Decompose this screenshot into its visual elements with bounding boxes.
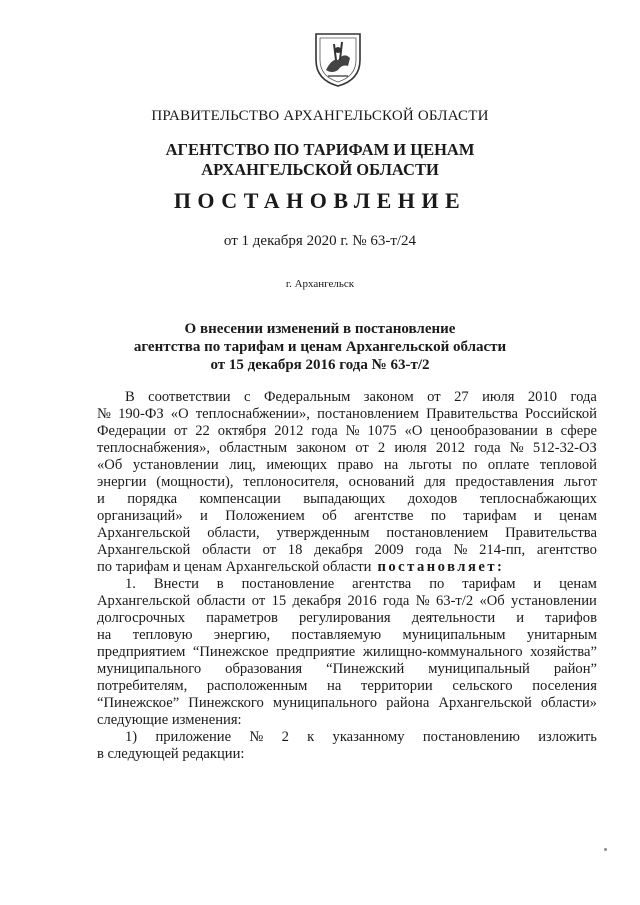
body-word: в — [545, 423, 553, 439]
body-word: области, — [207, 525, 260, 541]
document-city: г. Архангельск — [285, 278, 355, 290]
body-word: и — [97, 491, 105, 507]
body-word: предприятие — [276, 644, 356, 660]
body-word: июля — [394, 440, 427, 456]
body-word: района — [386, 695, 430, 711]
body-word: муниципального — [97, 661, 202, 677]
body-word: от — [355, 440, 369, 456]
body-word: долгосрочных — [97, 610, 186, 626]
body-word: № — [509, 440, 524, 456]
coat-of-arms-emblem — [312, 30, 364, 88]
body-word: хозяйства” — [530, 644, 597, 660]
body-word: оплате — [487, 457, 530, 473]
body-word: следующие изменения: — [97, 712, 242, 728]
body-word: сфере — [560, 423, 597, 439]
body-word: 2012 — [274, 423, 304, 439]
body-text-line — [97, 457, 597, 474]
body-word: 2010 — [527, 389, 558, 405]
body-word: областным — [219, 440, 288, 456]
body-word: 22 — [195, 423, 210, 439]
body-word: и — [533, 508, 542, 524]
body-word: постановлению — [422, 729, 520, 745]
body-text-line — [97, 508, 597, 525]
body-text-line — [97, 678, 597, 695]
body-word: «О — [170, 406, 189, 422]
body-word: № — [453, 542, 468, 558]
body-word: тарифам — [463, 508, 517, 524]
body-word: «Об — [479, 593, 505, 609]
body-word: район” — [553, 661, 597, 677]
body-word: выпадающих — [303, 491, 386, 507]
body-word: ценообразовании — [430, 423, 538, 439]
body-word: области — [196, 593, 246, 609]
body-word: 63-т/2 — [435, 593, 474, 609]
body-word: № — [415, 593, 430, 609]
body-word: организаций» — [97, 508, 183, 524]
body-text-line — [97, 712, 597, 729]
body-word: деятельности — [411, 610, 496, 626]
subject-line: О внесении изменений в постановление — [184, 321, 456, 337]
body-word: оснований — [348, 474, 415, 490]
body-word: 27 — [454, 389, 469, 405]
body-word: по — [429, 576, 445, 592]
body-word: Пинежского — [188, 695, 264, 711]
body-word: В — [125, 389, 135, 405]
body-word: № — [249, 729, 264, 745]
body-word: года — [570, 389, 597, 405]
body-word: имеющих — [266, 457, 328, 473]
body-word: поселения — [532, 678, 597, 694]
body-word: теплоносителя, — [243, 474, 339, 490]
body-word: муниципальным — [402, 627, 506, 643]
body-word: постановлением — [386, 525, 489, 541]
body-word: июля — [482, 389, 515, 405]
body-word: ценам — [559, 508, 597, 524]
body-word: 214-пп, — [479, 542, 526, 558]
body-word: приложение — [155, 729, 232, 745]
government-name: ПРАВИТЕЛЬСТВО АРХАНГЕЛЬСКОЙ ОБЛАСТИ — [151, 108, 489, 124]
body-text-line — [97, 644, 597, 661]
body-text-line — [97, 423, 597, 440]
body-word: постановлением — [317, 406, 419, 422]
body-word: № — [345, 423, 360, 439]
body-word: года — [311, 423, 338, 439]
body-word: на — [97, 627, 112, 643]
body-word: для — [424, 474, 446, 490]
body-word: Положением — [225, 508, 305, 524]
body-word: “Пинежский — [326, 661, 405, 677]
body-word: области — [202, 542, 251, 558]
body-word: и — [200, 508, 208, 524]
body-word: 512-32-ОЗ — [532, 440, 597, 456]
body-word: постановление — [241, 576, 335, 592]
body-word: от — [173, 423, 188, 439]
body-text-line — [97, 695, 597, 712]
body-word: право — [337, 457, 374, 473]
body-word: от — [251, 593, 266, 609]
body-word: энергию, — [213, 627, 271, 643]
document-subject — [0, 320, 640, 374]
body-word: тарифов — [545, 610, 597, 626]
body-word: утвержденным — [276, 525, 370, 541]
body-word: Внести — [153, 576, 199, 592]
body-text-line — [97, 389, 597, 406]
body-word: «О — [404, 423, 423, 439]
body-word: октября — [217, 423, 267, 439]
body-word: предприятием — [97, 644, 186, 660]
agency-name — [0, 140, 640, 180]
body-word: агентство — [536, 542, 597, 558]
body-text-line — [97, 576, 597, 593]
body-word: 18 — [287, 542, 303, 558]
body-word: области» — [540, 695, 597, 711]
body-word: расположенным — [206, 678, 308, 694]
body-word: 2 — [377, 440, 386, 456]
body-word: тарифам — [462, 576, 516, 592]
body-word: Архангельской — [97, 542, 191, 558]
body-word: “Пинежское — [192, 644, 269, 660]
body-word: образования — [225, 661, 303, 677]
body-word: агентстве — [354, 508, 414, 524]
body-word: поставляемую — [291, 627, 382, 643]
body-word: по тарифам и ценам Архангельской области — [97, 559, 372, 575]
body-word: соответствии — [148, 389, 231, 405]
body-text-line — [97, 661, 597, 678]
body-word: “Пинежское” — [97, 695, 180, 711]
body-text-line — [97, 559, 597, 576]
body-word: и — [533, 576, 542, 592]
body-word: года — [383, 593, 410, 609]
body-word: законом — [296, 440, 347, 456]
body-word: муниципального — [272, 695, 378, 711]
body-word: Правительства — [426, 406, 518, 422]
body-word: от — [427, 389, 441, 405]
body-word: муниципальный — [428, 661, 530, 677]
body-text-line — [97, 593, 597, 610]
body-word: потребителям, — [97, 678, 188, 694]
body-text-line — [97, 542, 597, 559]
body-word: изложить — [538, 729, 597, 745]
body-word: декабря — [314, 542, 363, 558]
body-word: об — [322, 508, 337, 524]
body-word: года — [415, 542, 442, 558]
body-text-line — [97, 525, 597, 542]
body-word: в следующей редакции: — [97, 746, 245, 762]
body-word: льгот — [563, 474, 597, 490]
body-word: 2 — [281, 729, 289, 745]
body-word: установлении — [511, 593, 597, 609]
agency-name-line: АРХАНГЕЛЬСКОЙ ОБЛАСТИ — [201, 160, 439, 179]
body-word: Архангельской — [97, 525, 191, 541]
document-dateline: от 1 декабря 2020 г. № 63-т/24 — [223, 233, 417, 249]
body-word: унитарным — [526, 627, 597, 643]
body-word: территории — [361, 678, 433, 694]
body-text-line — [97, 491, 597, 508]
document-body — [97, 389, 597, 763]
body-word: 1) — [125, 729, 138, 745]
body-text-line — [97, 729, 597, 746]
body-word: льготы — [408, 457, 452, 473]
body-word: указанному — [332, 729, 405, 745]
body-word: теплоснабжения», — [97, 440, 211, 456]
agency-name-line: АГЕНТСТВО ПО ТАРИФАМ И ЦЕНАМ — [165, 140, 475, 159]
body-word: сельского — [452, 678, 513, 694]
body-word: «Об — [97, 457, 123, 473]
body-word: агентства — [352, 576, 412, 592]
body-word: параметров — [206, 610, 278, 626]
body-word: 2012 — [435, 440, 466, 456]
body-word: в — [216, 576, 224, 592]
body-word: 2009 — [374, 542, 404, 558]
body-word: Архангельской — [97, 593, 191, 609]
body-word: тепловой — [539, 457, 597, 473]
body-word: года — [474, 440, 501, 456]
body-word: установлении — [132, 457, 219, 473]
body-word: жилищно-коммунального — [362, 644, 523, 660]
body-word: по — [430, 508, 446, 524]
body-word: № — [97, 406, 111, 422]
body-word: энергии — [97, 474, 147, 490]
body-word: компенсации — [199, 491, 281, 507]
document-type: ПОСТАНОВЛЕНИЕ — [173, 188, 467, 213]
body-word: Федерации — [97, 423, 166, 439]
body-word: 1075 — [367, 423, 397, 439]
body-word: теплоснабжающих — [479, 491, 597, 507]
body-text-line — [97, 474, 597, 491]
body-word: законом — [363, 389, 414, 405]
body-word: по — [462, 457, 478, 473]
scan-speck — [604, 848, 607, 851]
body-word: от — [262, 542, 277, 558]
resolves-keyword: постановляет: — [377, 559, 505, 575]
body-word: регулирования — [299, 610, 391, 626]
body-word: 1. — [125, 576, 136, 592]
body-word: Федеральным — [263, 389, 351, 405]
body-word: 190-ФЗ — [118, 406, 164, 422]
body-word: теплоснабжении», — [195, 406, 310, 422]
body-word: с — [244, 389, 251, 405]
body-text-line — [97, 627, 597, 644]
body-text-line — [97, 746, 597, 763]
subject-line: от 15 декабря 2016 года № 63-т/2 — [210, 357, 430, 373]
body-word: на — [383, 457, 399, 473]
body-word: порядка — [127, 491, 178, 507]
body-text-line — [97, 440, 597, 457]
body-word: Архангельской — [438, 695, 532, 711]
body-text-line — [97, 406, 597, 423]
body-word: декабря — [292, 593, 342, 609]
body-word: и — [516, 610, 525, 626]
body-word: 15 — [271, 593, 287, 609]
body-word: ценам — [559, 576, 597, 592]
body-word: предоставления — [455, 474, 555, 490]
body-word: Правительства — [505, 525, 597, 541]
body-word: на — [327, 678, 342, 694]
body-word: лиц, — [229, 457, 256, 473]
body-word: доходов — [407, 491, 458, 507]
body-word: 2016 — [347, 593, 377, 609]
body-word: (мощности), — [156, 474, 234, 490]
body-word: Российской — [525, 406, 597, 422]
body-text-line — [97, 610, 597, 627]
body-word: к — [307, 729, 315, 745]
body-word: тепловую — [132, 627, 193, 643]
subject-line: агентства по тарифам и ценам Архангельской области — [133, 339, 507, 355]
